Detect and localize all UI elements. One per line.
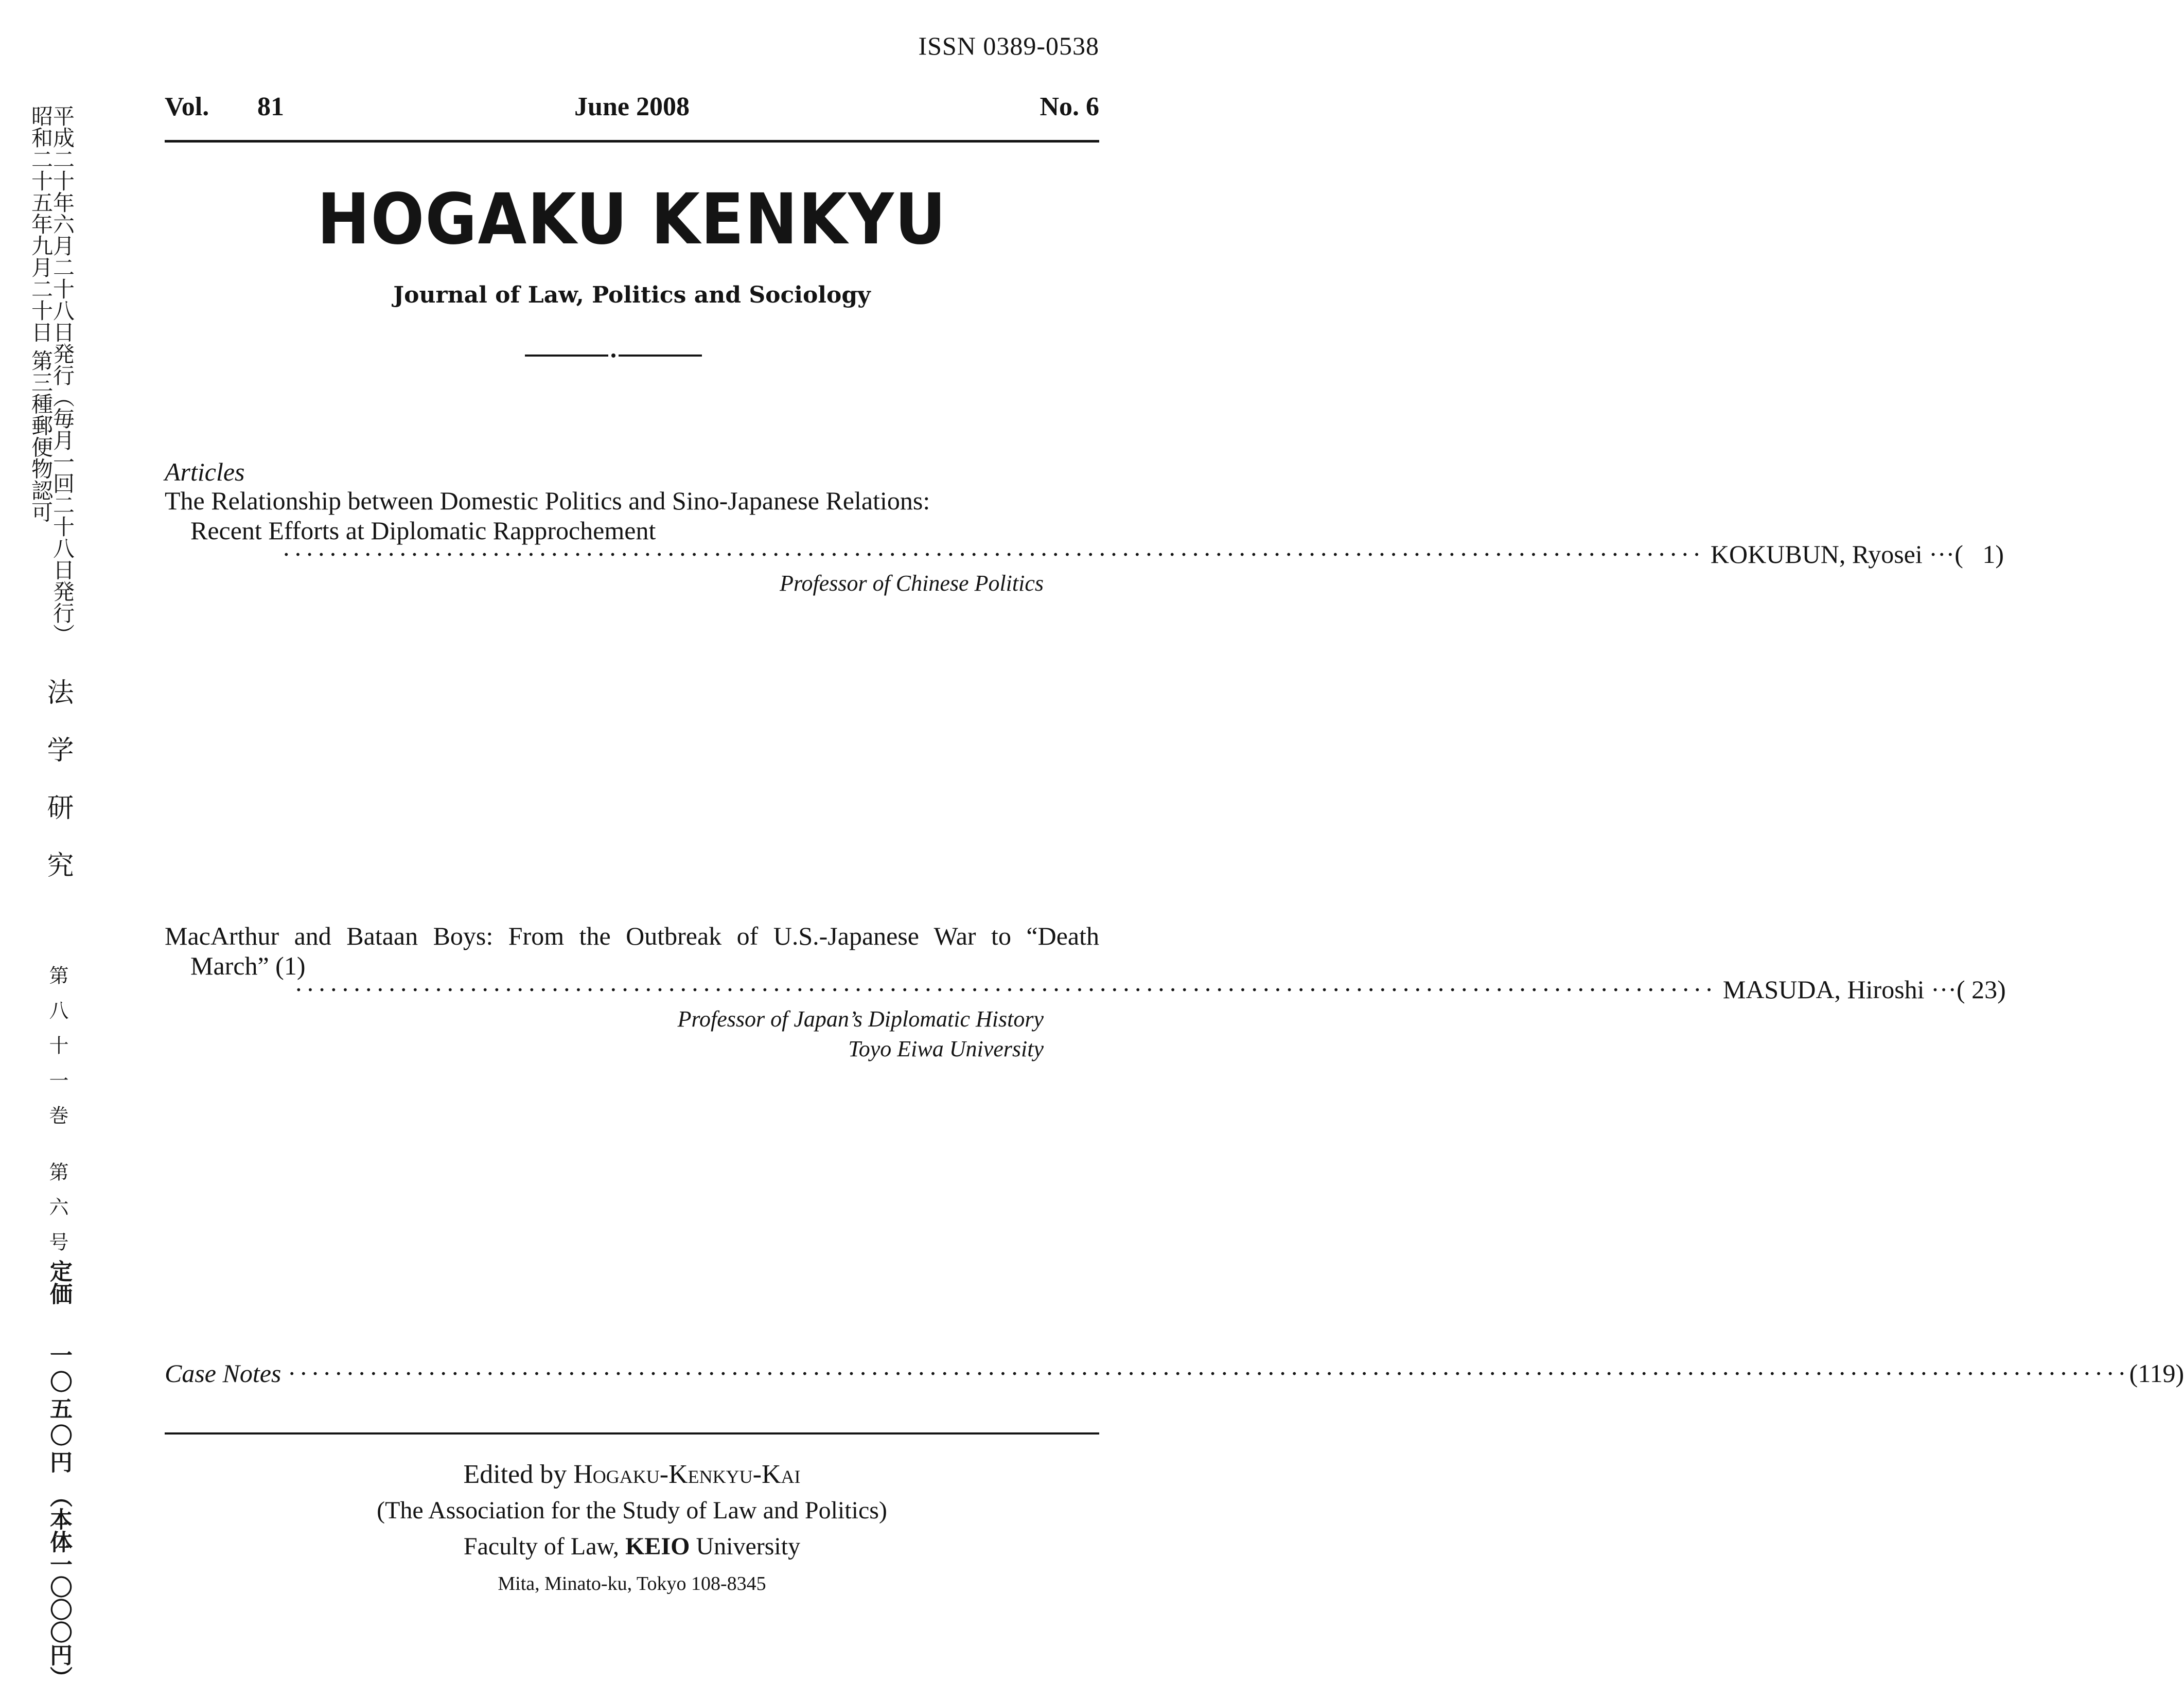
faculty-prefix: Faculty of Law,	[463, 1533, 620, 1560]
leader-dots: ······························································································································································	[287, 1359, 2129, 1388]
article-1-title-line-1: The Relationship between Domestic Politics and Sino-Japanese Relations:	[165, 486, 930, 515]
volume-number: 81	[257, 92, 284, 121]
footer-rule	[165, 1432, 1099, 1435]
spine-publication-line-2: 昭和二十五年九月二十日 第三種郵便物認可	[28, 105, 54, 523]
journal-title: HOGAKU KENKYU	[317, 179, 947, 260]
articles-heading: Articles	[165, 457, 245, 486]
article-1-author: KOKUBUN, Ryosei	[1710, 540, 1923, 569]
university-name-bold: KEIO	[625, 1533, 690, 1560]
article-2-author: MASUDA, Hiroshi	[1722, 975, 1925, 1004]
issue-date: June 2008	[574, 92, 690, 121]
university-suffix: University	[696, 1533, 801, 1560]
leader-dots: ··························································································································	[294, 975, 1717, 1004]
journal-subtitle: Journal of Law, Politics and Sociology	[393, 282, 871, 308]
faculty-line	[165, 1532, 1099, 1561]
article-2-page: 23	[1971, 975, 1998, 1004]
association-full-name: (The Association for the Study of Law and Politics)	[377, 1497, 887, 1524]
spine-price-amount: 一〇五〇円	[46, 1343, 72, 1477]
masthead-rule	[165, 140, 1099, 143]
spine-price-base: （本体一〇〇〇円）	[46, 1484, 72, 1689]
association-name: Hogaku-Kenkyu-Kai	[573, 1460, 801, 1489]
editor-prefix: Edited by	[463, 1460, 567, 1489]
volume-label: Vol.	[165, 92, 209, 121]
article-1-toc-line: ·························································································································· KOKUBUN, Ryosei ···( 1 )	[282, 540, 2004, 569]
article-2-toc-line: ·························································································································· MASUDA, Hiroshi ···( 23 )	[294, 975, 2006, 1004]
spine-volume: 第八十一巻 第六号	[46, 965, 68, 1267]
issue-number: No. 6	[1040, 92, 1099, 121]
spine-price	[46, 1260, 72, 1689]
article-1-title	[165, 486, 1099, 545]
masthead	[165, 92, 1099, 141]
spine-publication-line-1: 平成二十年六月二十八日発行（毎月一回二十八日発行）	[50, 105, 75, 645]
spine-price-label: 定価	[46, 1260, 72, 1305]
article-1-affiliation: Professor of Chinese Politics	[780, 571, 1044, 596]
editor-line	[165, 1459, 1099, 1490]
case-notes-page: 119	[2138, 1359, 2176, 1388]
publisher-address: Mita, Minato-ku, Tokyo 108-8345	[498, 1573, 766, 1595]
leader-dots: ··························································································································	[282, 540, 1704, 569]
ornament-divider	[525, 353, 702, 358]
article-2-affiliation-line-1: Professor of Japan’s Diplomatic History	[677, 1006, 1044, 1032]
case-notes-label: Case Notes	[165, 1359, 281, 1388]
article-2-title-line-2: March” (1)	[190, 951, 306, 980]
issn: ISSN 0389-0538	[918, 31, 1099, 60]
article-2-title	[165, 921, 1099, 981]
article-2-affiliation-line-2: Toyo Eiwa University	[848, 1036, 1044, 1061]
case-notes-toc-line: Case Notes ······························································································································································ ( 119 )	[165, 1359, 2184, 1388]
article-2-title-line-1: MacArthur and Bataan Boys: From the Outbreak of U.S.-Japanese War to “Death	[165, 922, 1099, 950]
spine-publication-info	[30, 105, 73, 645]
article-1-title-line-2: Recent Efforts at Diplomatic Rapprochement	[190, 516, 656, 545]
article-2-affiliation	[678, 1004, 1044, 1064]
spine-title: 法学研究	[42, 678, 73, 909]
article-1-page: 1	[1982, 540, 1996, 569]
